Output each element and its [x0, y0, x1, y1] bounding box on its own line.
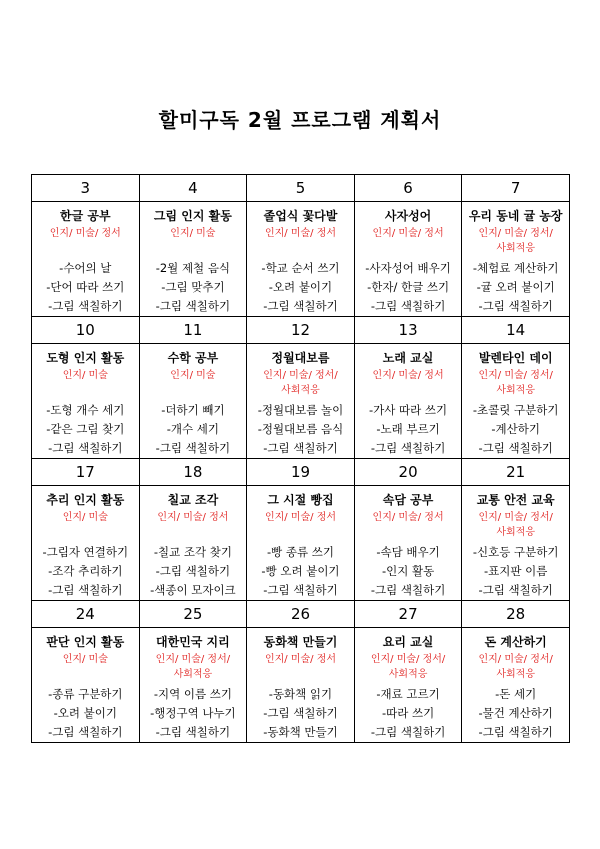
program-category [462, 226, 569, 256]
category-line: 인지/ 미술/ 정서 [372, 512, 444, 523]
activity-item: -그림 색칠하기 [48, 583, 123, 597]
program-title: 교통 안전 교육 [476, 493, 555, 507]
program-title: 대한민국 지리 [156, 635, 230, 649]
category-line: 인지/ 미술 [62, 370, 108, 381]
category-line: 인지/ 미술/ 정서 [157, 512, 229, 523]
day-number: 27 [354, 601, 462, 628]
day-program-cell [32, 628, 140, 743]
day-number: 20 [354, 459, 462, 486]
activity-item: -그림 색칠하기 [370, 299, 446, 313]
day-number: 5 [247, 175, 355, 202]
activity-list [247, 543, 354, 600]
activity-list [32, 543, 139, 600]
program-category [247, 368, 354, 398]
category-line: 사회적응 [388, 669, 428, 680]
activity-item: -지역 이름 쓰기 [153, 687, 232, 701]
activity-list [462, 685, 569, 742]
day-number: 11 [139, 317, 247, 344]
day-program-cell [354, 486, 462, 601]
category-line: 인지/ 미술/ 정서 [49, 228, 121, 239]
program-category [247, 652, 354, 682]
activity-item: -단어 따라 쓰기 [46, 280, 125, 294]
day-program-cell [139, 344, 247, 459]
program-title: 그 시절 빵집 [267, 493, 334, 507]
activity-item: -그림 색칠하기 [48, 441, 123, 455]
day-program-cell [32, 486, 140, 601]
category-line: 인지/ 미술 [62, 654, 108, 665]
program-category [140, 368, 247, 398]
activity-item: -같은 그림 찾기 [46, 422, 125, 436]
activity-item: -색종이 모자이크 [150, 583, 236, 597]
program-category [247, 226, 354, 256]
activity-list [247, 259, 354, 316]
activity-item: -2월 제철 음식 [155, 261, 231, 275]
activity-item: -재료 고르기 [376, 687, 440, 701]
activity-item: -정월대보름 놀이 [257, 403, 344, 417]
day-program-cell [247, 628, 355, 743]
program-title: 노래 교실 [382, 351, 434, 365]
category-line: 인지/ 미술 [62, 512, 108, 523]
category-line: 인지/ 미술 [170, 228, 216, 239]
day-number: 4 [139, 175, 247, 202]
day-program-cell [139, 202, 247, 317]
activity-item: -신호등 구분하기 [472, 545, 559, 559]
week-content-row [32, 628, 570, 743]
program-title: 그림 인지 활동 [153, 209, 232, 223]
category-line: 사회적응 [496, 385, 535, 396]
activity-item: -행정구역 나누기 [150, 706, 236, 720]
activity-list [140, 259, 247, 316]
activity-item: -그림 색칠하기 [370, 441, 446, 455]
activity-list [140, 543, 247, 600]
week-date-row [32, 175, 570, 202]
category-line: 사회적응 [496, 243, 535, 254]
program-title: 칠교 조각 [167, 493, 219, 507]
activity-item: -칠교 조각 찾기 [153, 545, 232, 559]
activity-item: -계산하기 [491, 422, 540, 436]
program-title: 요리 교실 [382, 635, 434, 649]
activity-list [462, 543, 569, 600]
activity-item: -노래 부르기 [376, 422, 440, 436]
activity-item: -따라 쓰기 [381, 706, 435, 720]
activity-list [32, 259, 139, 316]
activity-item: -그림 색칠하기 [263, 706, 338, 720]
program-category [140, 652, 247, 682]
activity-item: -그림 맞추기 [161, 280, 225, 294]
category-line: 사회적응 [496, 669, 535, 680]
program-title: 발렌타인 데이 [478, 351, 553, 365]
category-line: 인지/ 미술/ 정서/ [155, 654, 231, 665]
activity-item: -그림 색칠하기 [263, 299, 338, 313]
day-program-cell [139, 628, 247, 743]
activity-item: -그림 색칠하기 [478, 441, 553, 455]
activity-item: -동화책 읽기 [268, 687, 333, 701]
activity-item: -빵 오려 붙이기 [261, 564, 340, 578]
week-date-row [32, 459, 570, 486]
category-line: 인지/ 미술/ 정서 [372, 370, 444, 381]
activity-item: -귤 오려 붙이기 [476, 280, 555, 294]
program-category [355, 226, 462, 256]
week-content-row [32, 486, 570, 601]
day-program-cell [462, 344, 570, 459]
day-program-cell [247, 486, 355, 601]
activity-item: -돈 세기 [495, 687, 537, 701]
program-title: 속담 공부 [382, 493, 434, 507]
activity-item: -그림 색칠하기 [478, 725, 553, 739]
activity-item: -오려 붙이기 [268, 280, 333, 294]
activity-item: -초콜릿 구분하기 [472, 403, 559, 417]
day-program-cell [354, 202, 462, 317]
program-category [355, 510, 462, 540]
day-number: 21 [462, 459, 570, 486]
activity-item: -그림 색칠하기 [48, 299, 123, 313]
program-category [140, 510, 247, 540]
activity-item: -가사 따라 쓰기 [369, 403, 448, 417]
schedule-table [31, 174, 570, 743]
program-title: 수학 공부 [167, 351, 219, 365]
category-line: 인지/ 미술/ 정서 [372, 228, 444, 239]
program-category [32, 510, 139, 540]
activity-item: -학교 순서 쓰기 [261, 261, 340, 275]
category-line: 사회적응 [281, 385, 320, 396]
activity-item: -인지 활동 [381, 564, 435, 578]
activity-item: -그림 색칠하기 [155, 564, 231, 578]
category-line: 인지/ 미술/ 정서/ [263, 370, 338, 381]
week-date-row [32, 317, 570, 344]
day-number: 25 [139, 601, 247, 628]
activity-item: -사자성어 배우기 [365, 261, 451, 275]
category-line: 인지/ 미술/ 정서/ [478, 512, 553, 523]
activity-item: -도형 개수 세기 [46, 403, 125, 417]
category-line: 인지/ 미술/ 정서/ [478, 654, 553, 665]
activity-item: -개수 세기 [166, 422, 220, 436]
program-category [462, 510, 569, 540]
activity-list [140, 685, 247, 742]
week-date-row [32, 601, 570, 628]
activity-list [462, 259, 569, 316]
activity-item: -정월대보름 음식 [257, 422, 344, 436]
activity-list [247, 401, 354, 458]
activity-list [32, 685, 139, 742]
program-title: 추리 인지 활동 [46, 493, 125, 507]
program-title: 도형 인지 활동 [46, 351, 125, 365]
day-number: 17 [32, 459, 140, 486]
week-content-row [32, 344, 570, 459]
activity-list [355, 543, 462, 600]
activity-item: -그림 색칠하기 [155, 299, 231, 313]
program-category [355, 368, 462, 398]
day-program-cell [247, 344, 355, 459]
activity-item: -물건 계산하기 [478, 706, 553, 720]
activity-item: -빵 종류 쓰기 [266, 545, 334, 559]
day-number: 24 [32, 601, 140, 628]
program-title: 판단 인지 활동 [46, 635, 125, 649]
day-number: 19 [247, 459, 355, 486]
day-program-cell [462, 628, 570, 743]
program-title: 정월대보름 [271, 351, 330, 365]
activity-item: -그림 색칠하기 [263, 441, 338, 455]
activity-list [355, 685, 462, 742]
activity-list [247, 685, 354, 742]
activity-item: -그림 색칠하기 [478, 583, 553, 597]
day-number: 6 [354, 175, 462, 202]
category-line: 인지/ 미술/ 정서/ [478, 228, 553, 239]
activity-item: -체험료 계산하기 [472, 261, 559, 275]
day-program-cell [354, 344, 462, 459]
activity-item: -그림 색칠하기 [263, 583, 338, 597]
program-category [355, 652, 462, 682]
activity-item: -그림자 연결하기 [42, 545, 129, 559]
category-line: 인지/ 미술/ 정서 [264, 512, 337, 523]
program-category [462, 652, 569, 682]
activity-item: -수어의 날 [59, 261, 112, 275]
activity-item: -더하기 빼기 [161, 403, 225, 417]
program-title: 졸업식 꽃다발 [263, 209, 338, 223]
category-line: 인지/ 미술/ 정서 [264, 228, 337, 239]
program-title: 사자성어 [384, 209, 432, 223]
day-number: 28 [462, 601, 570, 628]
day-program-cell [462, 202, 570, 317]
activity-list [462, 401, 569, 458]
activity-list [140, 401, 247, 458]
activity-item: -한자/ 한글 쓰기 [367, 280, 450, 294]
document-title: 할미구독 2월 프로그램 계획서 [158, 108, 442, 132]
category-line: 사회적응 [496, 527, 535, 538]
day-program-cell [139, 486, 247, 601]
day-program-cell [32, 344, 140, 459]
activity-item: -조각 추리하기 [48, 564, 123, 578]
activity-item: -그림 색칠하기 [370, 725, 446, 739]
activity-item: -동화책 만들기 [263, 725, 338, 739]
activity-item: -속담 배우기 [376, 545, 440, 559]
day-number: 3 [32, 175, 140, 202]
activity-item: -그림 색칠하기 [155, 725, 231, 739]
week-content-row [32, 202, 570, 317]
category-line: 인지/ 미술/ 정서 [264, 654, 337, 665]
program-category [32, 226, 139, 256]
day-number: 13 [354, 317, 462, 344]
activity-item: -표지판 이름 [484, 564, 548, 578]
day-number: 18 [139, 459, 247, 486]
program-category [247, 510, 354, 540]
program-title: 한글 공부 [60, 209, 111, 223]
day-program-cell [247, 202, 355, 317]
activity-item: -그림 색칠하기 [48, 725, 123, 739]
program-title: 우리 동네 귤 농장 [468, 209, 563, 223]
program-category [32, 368, 139, 398]
category-line: 인지/ 미술/ 정서/ [478, 370, 553, 381]
day-number: 7 [462, 175, 570, 202]
day-program-cell [32, 202, 140, 317]
day-number: 10 [32, 317, 140, 344]
program-title: 동화책 만들기 [263, 635, 338, 649]
activity-list [355, 259, 462, 316]
program-category [32, 652, 139, 682]
activity-list [355, 401, 462, 458]
program-category [140, 226, 247, 256]
day-program-cell [354, 628, 462, 743]
activity-item: -그림 색칠하기 [370, 583, 446, 597]
activity-item: -그림 색칠하기 [155, 441, 231, 455]
category-line: 인지/ 미술/ 정서/ [370, 654, 446, 665]
activity-item: -그림 색칠하기 [478, 299, 553, 313]
day-number: 14 [462, 317, 570, 344]
category-line: 사회적응 [173, 669, 213, 680]
program-title: 돈 계산하기 [484, 635, 547, 649]
day-program-cell [462, 486, 570, 601]
day-number: 12 [247, 317, 355, 344]
day-number: 26 [247, 601, 355, 628]
program-category [462, 368, 569, 398]
activity-item: -종류 구분하기 [48, 687, 123, 701]
activity-item: -오려 붙이기 [53, 706, 117, 720]
category-line: 인지/ 미술 [170, 370, 216, 381]
activity-list [32, 401, 139, 458]
